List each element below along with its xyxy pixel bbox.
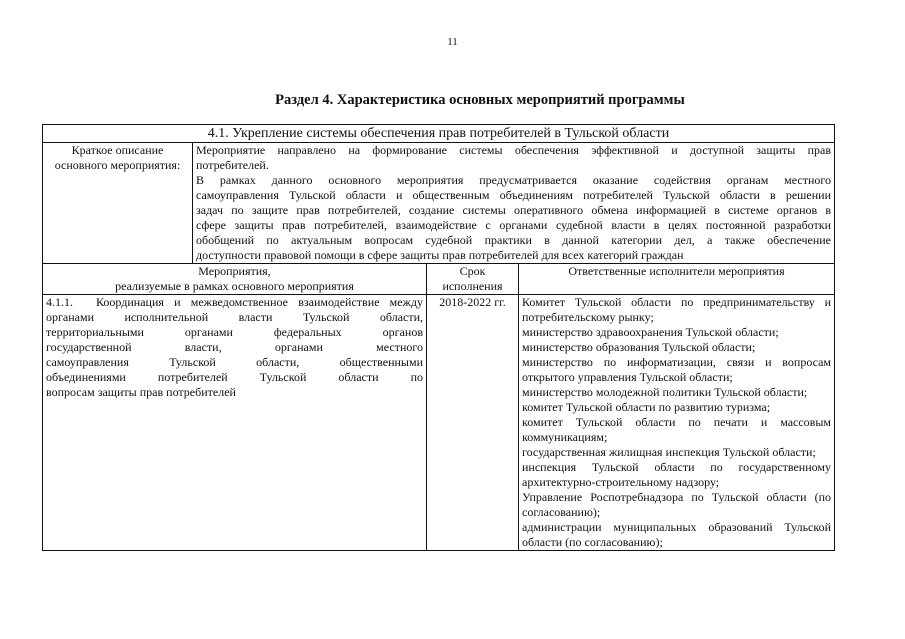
event-desc-line: территориальными органами федеральных органов <box>46 325 423 339</box>
page-number: 11 <box>447 36 458 48</box>
brief-description-row <box>43 143 835 264</box>
responsible-list <box>519 295 835 551</box>
column-header-events <box>43 264 427 295</box>
program-measures-table <box>42 124 835 551</box>
responsible-item: комитет Тульской области по развитию туризма; <box>522 400 771 414</box>
section-title: Раздел 4. Характеристика основных мероприятий программы <box>275 92 685 108</box>
column-header-responsible: Ответственные исполнители мероприятия <box>519 264 835 295</box>
event-desc-line: органами исполнительной власти Тульской области, <box>46 310 423 324</box>
brief-line: потребителей. <box>196 158 269 172</box>
event-description-cell <box>43 295 427 551</box>
column-header-events-line-1: Мероприятия, <box>198 264 271 278</box>
brief-description-text <box>193 143 835 264</box>
table-heading: 4.1. Укрепление системы обеспечения прав потребителей в Тульской области <box>43 125 835 143</box>
event-desc-line: объединениями потребителей Тульской области по <box>46 370 423 384</box>
brief-description-label <box>43 143 193 264</box>
event-desc-line: самоуправления Тульской области, общественными <box>46 355 423 369</box>
responsible-item: Управление Роспотребнадзора по Тульской области (по согласованию); <box>522 490 832 519</box>
brief-line: В рамках данного основного мероприятия предусматривается оказание содействия органам местного <box>196 173 832 187</box>
responsible-item: инспекция Тульской области по государственному архитектурно-строительному надзору; <box>522 460 832 489</box>
brief-line: задач по защите прав потребителей, создание системы оперативного обмена информацией в системе органов в <box>196 203 832 217</box>
column-header-term-line-1: Срок <box>459 264 486 278</box>
table-heading-row <box>43 125 835 143</box>
brief-line: обобщений по актуальным вопросам судебной практики в данной категории дел, а также обеспечение <box>196 233 832 247</box>
column-header-term <box>427 264 519 295</box>
brief-label-line-1: Краткое описание <box>71 143 164 157</box>
event-desc-line: вопросам защиты прав потребителей <box>46 385 236 399</box>
responsible-item: министерство молодежной политики Тульской области; <box>522 385 808 399</box>
brief-line: самоуправления Тульской области и общественным объединениям потребителей Тульской области в решении <box>196 188 832 202</box>
event-term: 2018-2022 гг. <box>427 295 519 551</box>
responsible-item: государственная жилищная инспекция Тульской области; <box>522 445 816 459</box>
event-desc-line: государственной власти, органами местного <box>46 340 423 354</box>
responsible-item: Комитет Тульской области по предпринимательству и потребительскому рынку; <box>522 295 832 324</box>
brief-label-line-2: основного мероприятия: <box>54 158 181 172</box>
responsible-item: министерство образования Тульской области; <box>522 340 756 354</box>
brief-line: Мероприятие направлено на формирование системы обеспечения эффективной и доступной защиты прав <box>196 143 832 157</box>
brief-line: сфере защиты прав потребителей, взаимодействие с органами судебной власти в целях постоянной разработки <box>196 218 832 232</box>
table-row <box>43 295 835 551</box>
responsible-item: комитет Тульской области по печати и массовым коммуникациям; <box>522 415 832 444</box>
column-header-term-line-2: исполнения <box>442 279 503 293</box>
brief-line: доступности правовой помощи в сфере защиты прав потребителей для всех категорий граждан <box>196 248 684 262</box>
column-header-events-line-2: реализуемые в рамках основного мероприятия <box>115 279 354 293</box>
responsible-item: министерство по информатизации, связи и вопросам открытого управления Тульской области; <box>522 355 832 384</box>
responsible-item: министерство здравоохранения Тульской области; <box>522 325 779 339</box>
column-header-row <box>43 264 835 295</box>
responsible-item: администрации муниципальных образований Тульской области (по согласованию); <box>522 520 832 549</box>
event-desc-line: Координация и межведомственное взаимодействие между <box>96 295 423 309</box>
event-number: 4.1.1. <box>46 295 73 309</box>
